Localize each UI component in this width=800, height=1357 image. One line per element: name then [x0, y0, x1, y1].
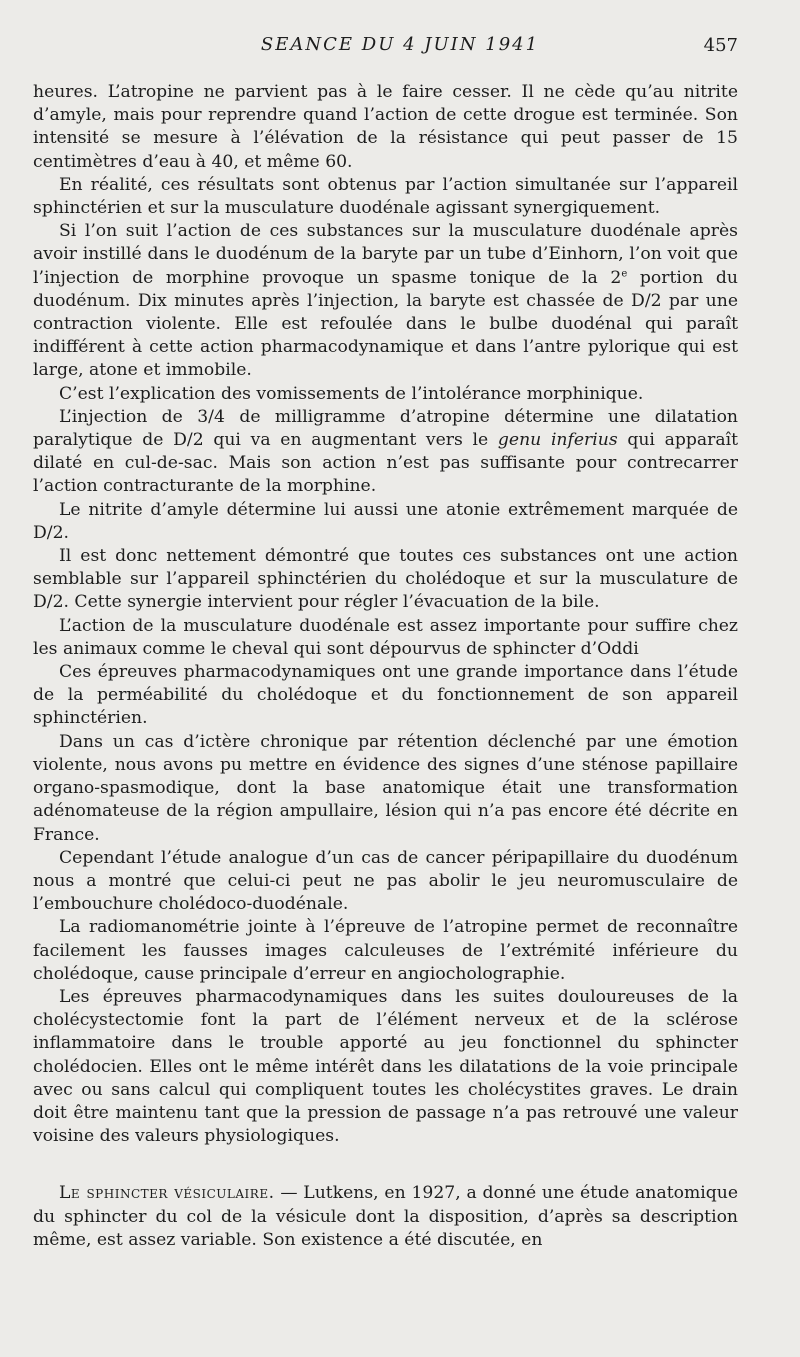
paragraph: Dans un cas d’ictère chronique par rétention déclenché par une émotion violente, nous avons pu mettre en évidence des signes d’une sténose papillaire organo-spasmodique, dont la base anatomique était une transformation adénomateuse de la région ampullaire, lésion qui n’a pas encore été décrite en France.: [33, 731, 738, 845]
paragraph-text: qui apparaît dilaté en cul-de-sac. Mais son action n’est pas suffisante pour contrecarrer l’action contracturante de la morphine.: [33, 430, 738, 497]
paragraph: heures. L’atropine ne parvient pas à le faire cesser. Il ne cède qu’au nitrite d’amyle, mais pour reprendre quand l’action de cette drogue est terminée. Son intensité se mesure à l’élévation de la résistance qui peut passer de 15 centimètres d’eau à 40, et même 60.: [33, 82, 738, 172]
paragraph: C’est l’explication des vomissements de l’intolérance morphinique.: [59, 383, 644, 404]
page-header: [0, 34, 800, 64]
paragraph: L’action de la musculature duodénale est assez importante pour suffire chez les animaux comme le cheval qui sont dépourvus de sphincter d’Oddi: [33, 615, 738, 659]
ordinal-number: 2: [610, 267, 622, 288]
paragraph: Cependant l’étude analogue d’un cas de cancer péripapillaire du duodénum nous a montré que celui-ci peut ne pas abolir le jeu neuromusculaire de l’embouchure cholédoco-duodénale.: [33, 847, 738, 915]
latin-term: genu inferius: [497, 430, 618, 451]
paragraph: [33, 220, 738, 382]
paragraph: Le nitrite d’amyle détermine lui aussi une atonie extrêmement marquée de D/2.: [33, 499, 738, 543]
paragraph: Il est donc nettement démontré que toutes ces substances ont une action semblable sur l’appareil sphinctérien du cholédoque et sur la musculature de D/2. Cette synergie intervient pour régler l’évacuation de la bile.: [33, 546, 738, 613]
paragraph: En réalité, ces résultats sont obtenus par l’action simultanée sur l’appareil sphinctérien et sur la musculature duodénale agissant synergiquement.: [33, 174, 738, 219]
paragraph: [33, 406, 738, 499]
paragraph-text: Si l’on suit l’action de ces substances sur la musculature duodénale après avoir instillé dans le duodénum de la baryte par un tube d’Einhorn, l’on voit que l’injection de morphine provoque un spasme tonique de la: [33, 221, 738, 288]
running-head: SEANCE DU 4 JUIN 1941: [260, 34, 540, 55]
paragraph: La radiomanométrie jointe à l’épreuve de l’atropine permet de reconnaître facilement les fausses images calculeuses de l’extrémité inférieure du cholédoque, cause principale d’erreur en angiocholographie.: [33, 917, 738, 984]
section-gap: [33, 1148, 738, 1182]
section-text: — Lutkens, en 1927, a donné une étude anatomique du sphincter du col de la vésicule dont la disposition, d’après sa description même, est assez variable. Son existence a été discutée, en: [33, 1183, 738, 1250]
paragraph-text: portion du duodénum. Dix minutes après l’injection, la baryte est chassée de D/2 par une contraction violente. Elle est refoulée dans le bulbe duodénal qui paraît indifférent à cette action pharmacodynamique et dans l’antre pylorique qui est large, atone et immobile.: [33, 267, 738, 381]
paragraph-text: L’injection de 3/4 de milligramme d’atropine détermine une dilatation paralytique de D/2 qui va en augmentant vers le: [33, 406, 738, 451]
body-text: [33, 81, 738, 1252]
page-number: 457: [703, 35, 738, 56]
ordinal-suffix: e: [621, 267, 628, 279]
paragraph: Ces épreuves pharmacodynamiques ont une grande importance dans l’étude de la perméabilité du cholédoque et du fonctionnement de son appareil sphinctérien.: [33, 662, 738, 729]
section-paragraph: [33, 1182, 738, 1252]
paragraph: Les épreuves pharmacodynamiques dans les suites douloureuses de la cholécystectomie font la part de l’élément nerveux et de la sclérose inflammatoire dans le trouble apporté au jeu fonctionnel du sphincter cholédocien. Elles ont le même intérêt dans les dilatations de la voie principale avec ou sans calcul qui compliquent toutes les cholécystites graves. Le drain doit être maintenu tant que la pression de passage n’a pas retrouvé une valeur voisine des valeurs physiologiques.: [33, 986, 738, 1147]
section-heading: Le sphincter vésiculaire.: [59, 1183, 275, 1204]
